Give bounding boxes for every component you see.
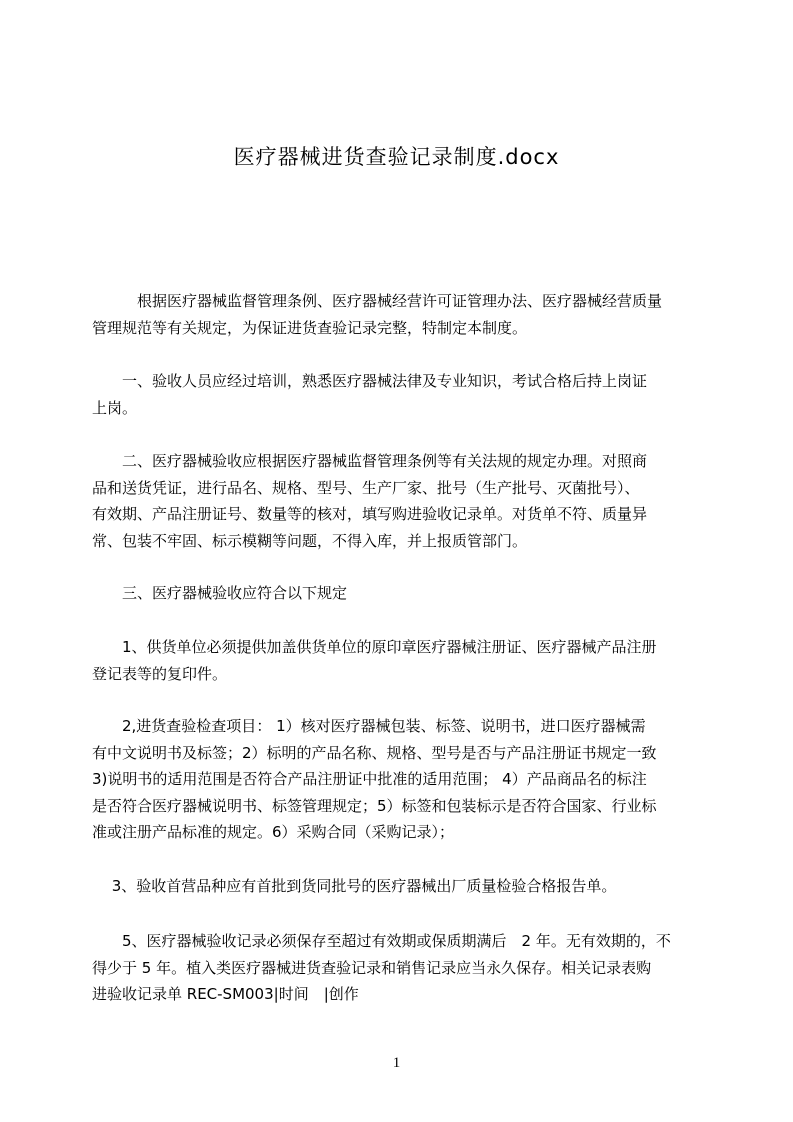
paragraph-item-3 [92, 873, 712, 900]
text-line: 准或注册产品标准的规定。6）采购合同（采购记录）； [92, 823, 455, 841]
text-line: 有效期、产品注册证号、数量等的核对，填写购进验收记录单。对货单不符、质量异 [92, 505, 648, 523]
paragraph-intro [92, 288, 712, 341]
paragraph-item-2 [92, 713, 712, 846]
text-line: 三、医疗器械验收应符合以下规定 [92, 584, 348, 602]
text-line: 登记表等的复印件。 [92, 664, 228, 683]
paragraph-section-1 [92, 368, 712, 421]
paragraph-section-3 [92, 580, 712, 607]
page-number: 1 [392, 1055, 401, 1071]
text-line: 一、验收人员应经过培训，熟悉医疗器械法律及专业知识，考试合格后持上岗证 [92, 372, 648, 390]
text-line: 2,进货查验检查项目： 1）核对医疗器械包装、标签、说明书，进口医疗器械需 [92, 717, 646, 735]
text-line: 1、供货单位必须提供加盖供货单位的原印章医疗器械注册证、医疗器械产品注册 [92, 638, 657, 656]
text-line: 进验收记录单 REC-SM003|时间 |创作 [92, 985, 359, 1003]
text-line: 有中文说明书及标签；2）标明的产品名称、规格、型号是否与产品注册证书规定一致 [92, 743, 657, 762]
text-line: 常、包装不牢固、标示模糊等问题，不得入库，并上报质管部门。 [92, 531, 528, 550]
text-line: 二、医疗器械验收应根据医疗器械监督管理条例等有关法规的规定办理。对照商 [92, 452, 648, 470]
text-line: 根据医疗器械监督管理条例、医疗器械经营许可证管理办法、医疗器械经营质量 [92, 292, 663, 310]
document-title: 医疗器械进货查验记录制度.docx [233, 145, 560, 169]
text-line: 品和送货凭证，进行品名、规格、型号、生产厂家、批号（生产批号、灭菌批号）、 [92, 478, 640, 497]
paragraph-item-5 [92, 928, 712, 1008]
text-line: 得少于 5 年。植入类医疗器械进货查验记录和销售记录应当永久保存。相关记录表购 [92, 958, 652, 977]
text-line: 3)说明书的适用范围是否符合产品注册证中批准的适用范围； 4）产品商品名的标注 [92, 770, 647, 788]
text-line: 上岗。 [92, 398, 138, 417]
paragraph-section-2 [92, 448, 712, 554]
text-line: 5、医疗器械验收记录必须保存至超过有效期或保质期满后 2 年。无有效期的，不 [92, 932, 671, 950]
text-line: 是否符合医疗器械说明书、标签管理规定；5）标签和包装标示是否符合国家、行业标 [92, 796, 657, 815]
text-line: 3、验收首营品种应有首批到货同批号的医疗器械出厂质量检验合格报告单。 [92, 877, 617, 895]
text-line: 管理规范等有关规定，为保证进货查验记录完整，特制定本制度。 [92, 318, 528, 337]
paragraph-item-1 [92, 634, 712, 687]
